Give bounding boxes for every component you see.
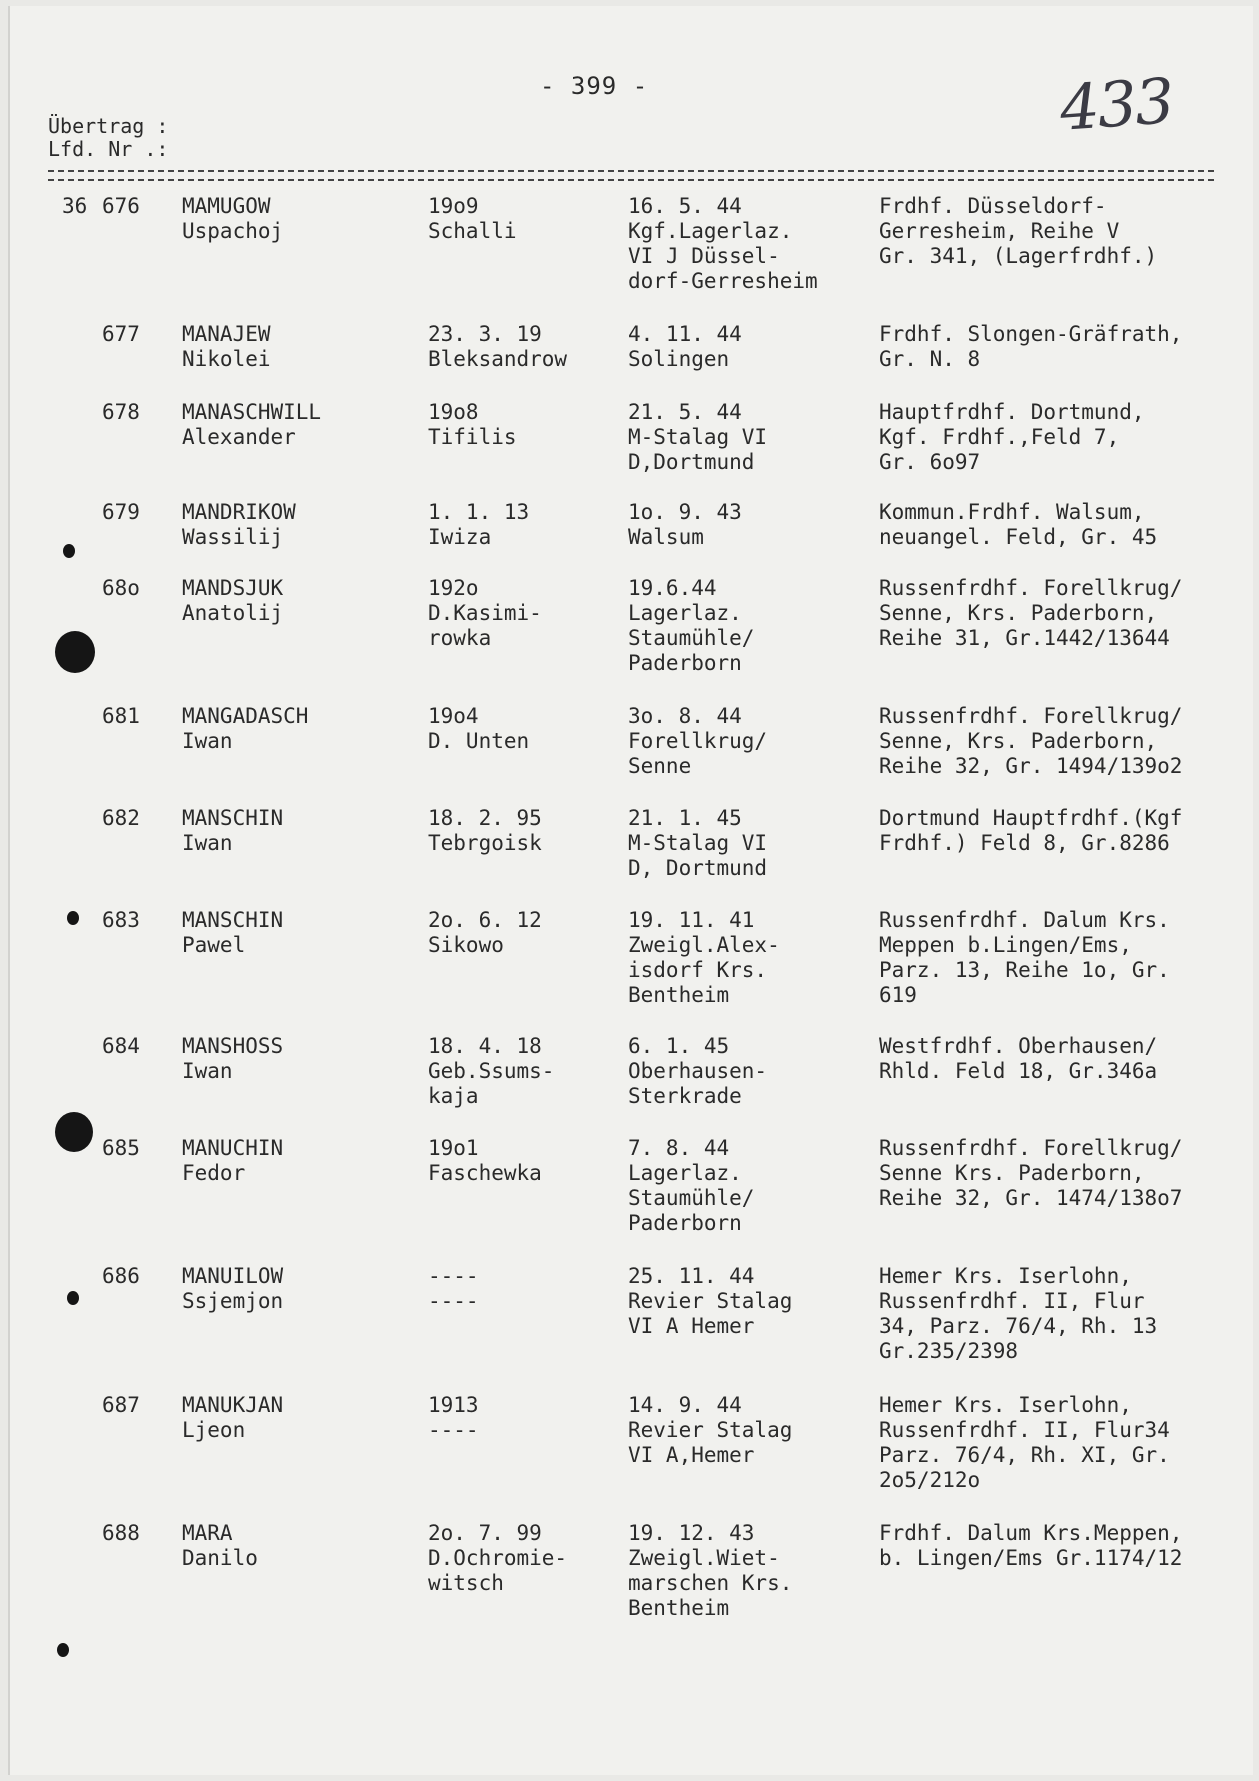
entry-grave: Russenfrdhf. Forellkrug/ Senne Krs. Paderborn, Reihe 32, Gr. 1474/138o7 (879, 1136, 1183, 1210)
entry-death: 3o. 8. 44 Forellkrug/ Senne (628, 704, 768, 778)
punch-hole (55, 631, 95, 673)
entry-name: MANSCHIN Iwan (182, 806, 284, 855)
entry-number: 685 (102, 1136, 140, 1160)
entry-grave: Russenfrdhf. Forellkrug/ Senne, Krs. Paderborn, Reihe 32, Gr. 1494/139o2 (879, 704, 1183, 778)
entry-name: MAMUGOW Uspachoj (182, 194, 284, 243)
entry-grave: Hemer Krs. Iserlohn, Russenfrdhf. II, Flur 34, Parz. 76/4, Rh. 13 Gr.235/2398 (879, 1264, 1158, 1363)
entry-name: MARA Danilo (182, 1521, 258, 1570)
carry-over-header (48, 115, 168, 161)
punch-hole (55, 1112, 93, 1152)
entry-birth: ---- ---- (428, 1264, 479, 1313)
entry-grave: Frdhf. Slongen-Gräfrath, Gr. N. 8 (879, 322, 1183, 371)
margin-note: 36 (62, 194, 88, 218)
entry-name: MANASCHWILL Alexander (182, 400, 322, 449)
entry-grave: Russenfrdhf. Forellkrug/ Senne, Krs. Paderborn, Reihe 31, Gr.1442/13644 (879, 576, 1183, 650)
entry-number: 687 (102, 1393, 140, 1417)
entry-death: 19. 11. 41 Zweigl.Alex- isdorf Krs. Bentheim (628, 908, 780, 1007)
entry-grave: Hemer Krs. Iserlohn, Russenfrdhf. II, Flur34 Parz. 76/4, Rh. XI, Gr. 2o5/212o (879, 1393, 1170, 1492)
entry-grave: Kommun.Frdhf. Walsum, neuangel. Feld, Gr. 45 (879, 500, 1158, 549)
entry-death: 25. 11. 44 Revier Stalag VI A Hemer (628, 1264, 793, 1338)
entry-number: 688 (102, 1521, 140, 1545)
entry-death: 7. 8. 44 Lagerlaz. Staumühle/ Paderborn (628, 1136, 755, 1235)
entry-number: 686 (102, 1264, 140, 1288)
entry-number: 68o (102, 576, 140, 600)
entry-name: MANDSJUK Anatolij (182, 576, 284, 625)
entry-death: 21. 1. 45 M-Stalag VI D, Dortmund (628, 806, 768, 880)
entry-birth: 18. 4. 18 Geb.Ssums- kaja (428, 1034, 555, 1108)
entry-name: MANAJEW Nikolei (182, 322, 271, 371)
entry-birth: 192o D.Kasimi- rowka (428, 576, 542, 650)
entry-grave: Frdhf. Dalum Krs.Meppen, b. Lingen/Ems Gr.1174/12 (879, 1521, 1183, 1570)
entry-name: MANDRIKOW Wassilij (182, 500, 296, 549)
entry-birth: 1. 1. 13 Iwiza (428, 500, 530, 549)
entry-death: 19. 12. 43 Zweigl.Wiet- marschen Krs. Bentheim (628, 1521, 793, 1620)
entry-name: MANGADASCH Iwan (182, 704, 309, 753)
entry-number: 683 (102, 908, 140, 932)
entry-birth: 2o. 6. 12 Sikowo (428, 908, 542, 957)
double-dashed-rule (48, 170, 1214, 181)
entry-name: MANSCHIN Pawel (182, 908, 284, 957)
entry-death: 4. 11. 44 Solingen (628, 322, 742, 371)
entry-name: MANUILOW Ssjemjon (182, 1264, 284, 1313)
entry-death: 16. 5. 44 Kgf.Lagerlaz. VI J Düssel- dorf-Gerresheim (628, 194, 818, 293)
entry-grave: Russenfrdhf. Dalum Krs. Meppen b.Lingen/Ems, Parz. 13, Reihe 1o, Gr. 619 (879, 908, 1170, 1007)
entry-number: 678 (102, 400, 140, 424)
entry-birth: 19o9 Schalli (428, 194, 517, 243)
page-number: - 399 - (540, 72, 649, 100)
entry-number: 677 (102, 322, 140, 346)
carry-label: Übertrag : (48, 114, 169, 138)
punch-hole (67, 911, 79, 925)
entry-grave: Hauptfrdhf. Dortmund, Kgf. Frdhf.,Feld 7, Gr. 6o97 (879, 400, 1145, 474)
entry-grave: Frdhf. Düsseldorf- Gerresheim, Reihe V Gr. 341, (Lagerfrdhf.) (879, 194, 1158, 268)
punch-hole (67, 1291, 79, 1305)
punch-hole (57, 1643, 69, 1657)
entry-birth: 23. 3. 19 Bleksandrow (428, 322, 568, 371)
entry-death: 21. 5. 44 M-Stalag VI D,Dortmund (628, 400, 768, 474)
document-page (8, 6, 1253, 1775)
punch-hole (63, 544, 75, 558)
entry-name: MANUCHIN Fedor (182, 1136, 284, 1185)
handwritten-folio-number: 433 (1057, 64, 1175, 145)
entry-birth: 19o8 Tifilis (428, 400, 517, 449)
entry-death: 14. 9. 44 Revier Stalag VI A,Hemer (628, 1393, 793, 1467)
entry-number: 682 (102, 806, 140, 830)
entry-grave: Westfrdhf. Oberhausen/ Rhld. Feld 18, Gr.346a (879, 1034, 1158, 1083)
entry-birth: 2o. 7. 99 D.Ochromie- witsch (428, 1521, 568, 1595)
entry-birth: 18. 2. 95 Tebrgoisk (428, 806, 542, 855)
entry-birth: 19o1 Faschewka (428, 1136, 542, 1185)
entry-number: 676 (102, 194, 140, 218)
entry-death: 19.6.44 Lagerlaz. Staumühle/ Paderborn (628, 576, 755, 675)
entry-death: 1o. 9. 43 Walsum (628, 500, 742, 549)
entry-number: 681 (102, 704, 140, 728)
entry-birth: 1913 ---- (428, 1393, 479, 1442)
entry-name: MANSHOSS Iwan (182, 1034, 284, 1083)
entry-name: MANUKJAN Ljeon (182, 1393, 284, 1442)
entry-death: 6. 1. 45 Oberhausen- Sterkrade (628, 1034, 768, 1108)
entry-number: 684 (102, 1034, 140, 1058)
entry-birth: 19o4 D. Unten (428, 704, 530, 753)
entry-grave: Dortmund Hauptfrdhf.(Kgf Frdhf.) Feld 8, Gr.8286 (879, 806, 1183, 855)
entry-number: 679 (102, 500, 140, 524)
lfd-label: Lfd. Nr .: (48, 137, 169, 161)
